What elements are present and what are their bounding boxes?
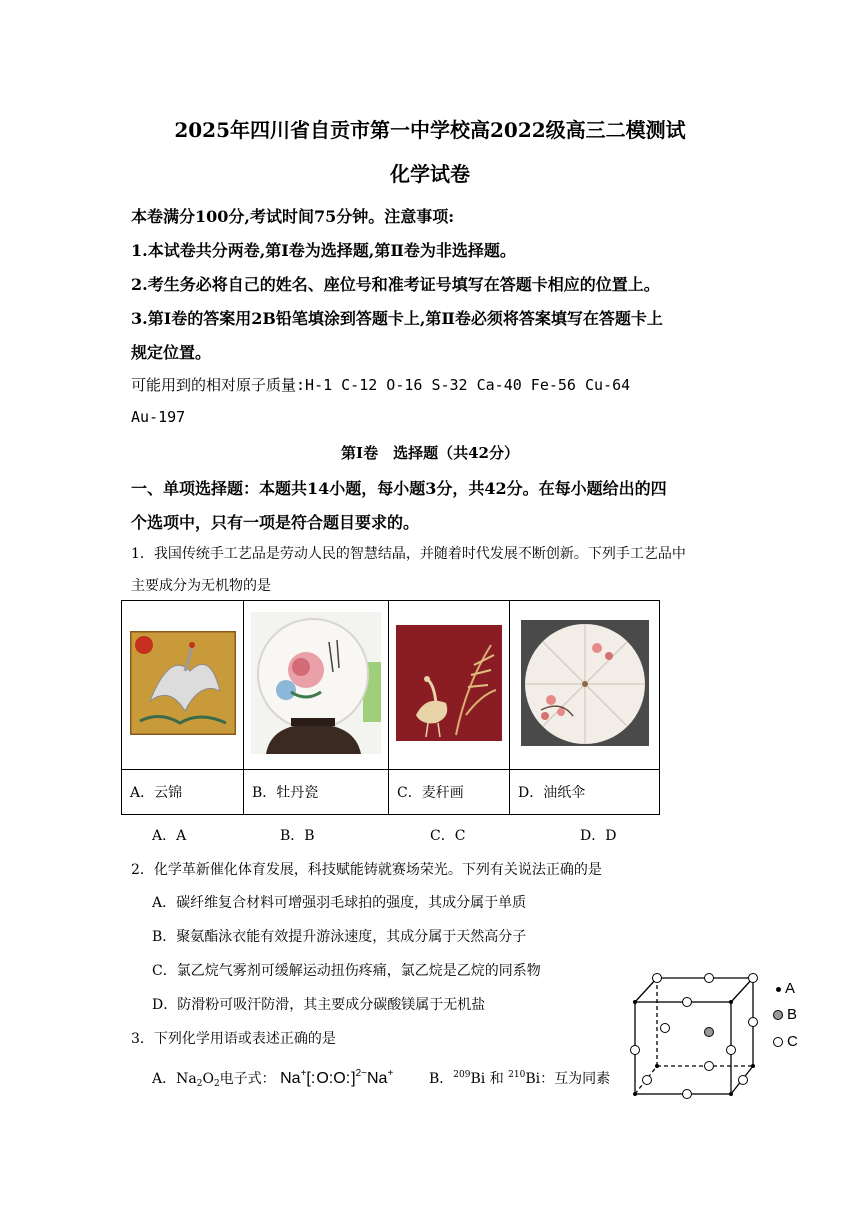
q3-a-sub1: 2: [196, 1079, 203, 1089]
legend-a-dot-icon: [776, 987, 781, 992]
notes-item-1: 1.本试卷共分两卷,第Ⅰ卷为选择题,第Ⅱ卷为非选择题。: [131, 241, 516, 260]
q1-cell-label-a: A．云锦: [122, 770, 244, 815]
wheat-straw-crane-image: [396, 625, 502, 741]
crystal-unit-cell-diagram: [625, 970, 798, 1102]
formula-na-1: Na: [280, 1070, 301, 1087]
q1-craft-table: [121, 600, 660, 815]
q1-cell-label-c: C．麦秆画: [389, 770, 510, 815]
notes-item-3: 3.第Ⅰ卷的答案用2B铅笔填涂到答题卡上,第Ⅱ卷必须将答案填写在答题卡上: [131, 309, 663, 328]
formula-o-2: O: [333, 1070, 346, 1087]
q3-b-sup2: 210: [508, 1070, 526, 1080]
oil-paper-umbrella-image: [521, 620, 649, 746]
q3-b-prefix: B．: [429, 1071, 454, 1087]
q1-cell-label-b: B．牡丹瓷: [244, 770, 389, 815]
exam-title: 2025年四川省自贡市第一中学校高2022级高三二模测试: [174, 118, 686, 142]
section-instruction-line1: 一、单项选择题：本题共14小题，每小题3分，共42分。在每小题给出的四: [131, 479, 667, 498]
notes-item-3-cont: 规定位置。: [131, 343, 212, 362]
notes-intro: 本卷满分100分,考试时间75分钟。注意事项:: [131, 207, 455, 226]
q2-option-d[interactable]: D．防滑粉可吸汗防滑，其主要成分碳酸镁属于无机盐: [152, 997, 486, 1013]
q1-image-cell-d: [510, 601, 660, 770]
atomic-masses-line1: 可能用到的相对原子质量:H-1 C-12 O-16 S-32 Ca-40 Fe-56 Cu-64: [131, 376, 631, 394]
q3-stem: 3．下列化学用语或表述正确的是: [131, 1031, 336, 1047]
q3-option-a[interactable]: [152, 1068, 393, 1088]
notes-item-2: 2.考生务必将自己的姓名、座位号和准考证号填写在答题卡相应的位置上。: [131, 275, 660, 294]
q3-a-prefix: A．Na: [152, 1071, 197, 1087]
formula-na-2: Na: [367, 1070, 388, 1087]
legend-c-dot-icon: [773, 1037, 783, 1047]
q2-option-b[interactable]: B．聚氨酯泳衣能有效提升游泳速度，其成分属于天然高分子: [152, 929, 527, 945]
q3-a-sub2: 2: [213, 1079, 220, 1089]
legend-b-dot-icon: [773, 1010, 783, 1020]
atomic-masses-line2: Au-197: [131, 408, 186, 426]
q3-b-sup1: 209: [453, 1070, 471, 1080]
q1-option-b[interactable]: B．B: [280, 828, 315, 844]
q2-stem: 2．化学革新催化体育发展，科技赋能铸就赛场荣光。下列有关说法正确的是: [131, 862, 602, 878]
q1-image-cell-b: [244, 601, 389, 770]
exam-subtitle: 化学试卷: [390, 162, 470, 186]
q1-image-cell-c: [389, 601, 510, 770]
section-title: 第Ⅰ卷 选择题（共42分）: [341, 444, 519, 462]
q1-cell-label-d: D．油纸伞: [510, 770, 660, 815]
legend-a-label: A: [785, 980, 796, 997]
formula-charge: 2−: [355, 1068, 367, 1079]
q2-option-c[interactable]: C．氯乙烷气雾剂可缓解运动扭伤疼痛，氯乙烷是乙烷的同系物: [152, 963, 541, 979]
q1-option-c[interactable]: C．C: [430, 828, 466, 844]
legend-c: [773, 1033, 798, 1050]
q3-option-b[interactable]: [429, 1068, 610, 1088]
legend-c-label: C: [787, 1033, 798, 1050]
q1-stem-line2: 主要成分为无机物的是: [131, 578, 271, 594]
legend-b-label: B: [787, 1006, 798, 1023]
q2-option-a[interactable]: A．碳纤维复合材料可增强羽毛球拍的强度，其成分属于单质: [152, 895, 527, 911]
q1-stem-line1: 1．我国传统手工艺品是劳动人民的智慧结晶，并随着时代发展不断创新。下列手工艺品中: [131, 546, 686, 562]
q3-a-mid: O: [202, 1071, 214, 1087]
formula-o-1: O: [316, 1070, 329, 1087]
q1-option-a[interactable]: A．A: [152, 828, 187, 844]
peony-porcelain-plate-image: [251, 612, 381, 754]
crane-brocade-image: [130, 631, 236, 735]
q3-a-label: 电子式：: [219, 1071, 276, 1087]
q1-image-cell-a: [122, 601, 244, 770]
na2o2-electron-formula: Na+[:O:O:]$^{2-}$Na+: [280, 1068, 394, 1087]
q3-b-bi1: Bi 和: [470, 1071, 509, 1087]
formula-plus-1: +: [300, 1068, 307, 1079]
formula-plus-2: +: [387, 1068, 394, 1079]
legend-a: [776, 980, 795, 997]
section-instruction-line2: 个选项中，只有一项是符合题目要求的。: [131, 513, 420, 532]
q3-b-bi2: Bi：互为同素: [525, 1071, 611, 1087]
legend-b: [773, 1006, 797, 1023]
q1-option-d[interactable]: D．D: [580, 828, 617, 844]
